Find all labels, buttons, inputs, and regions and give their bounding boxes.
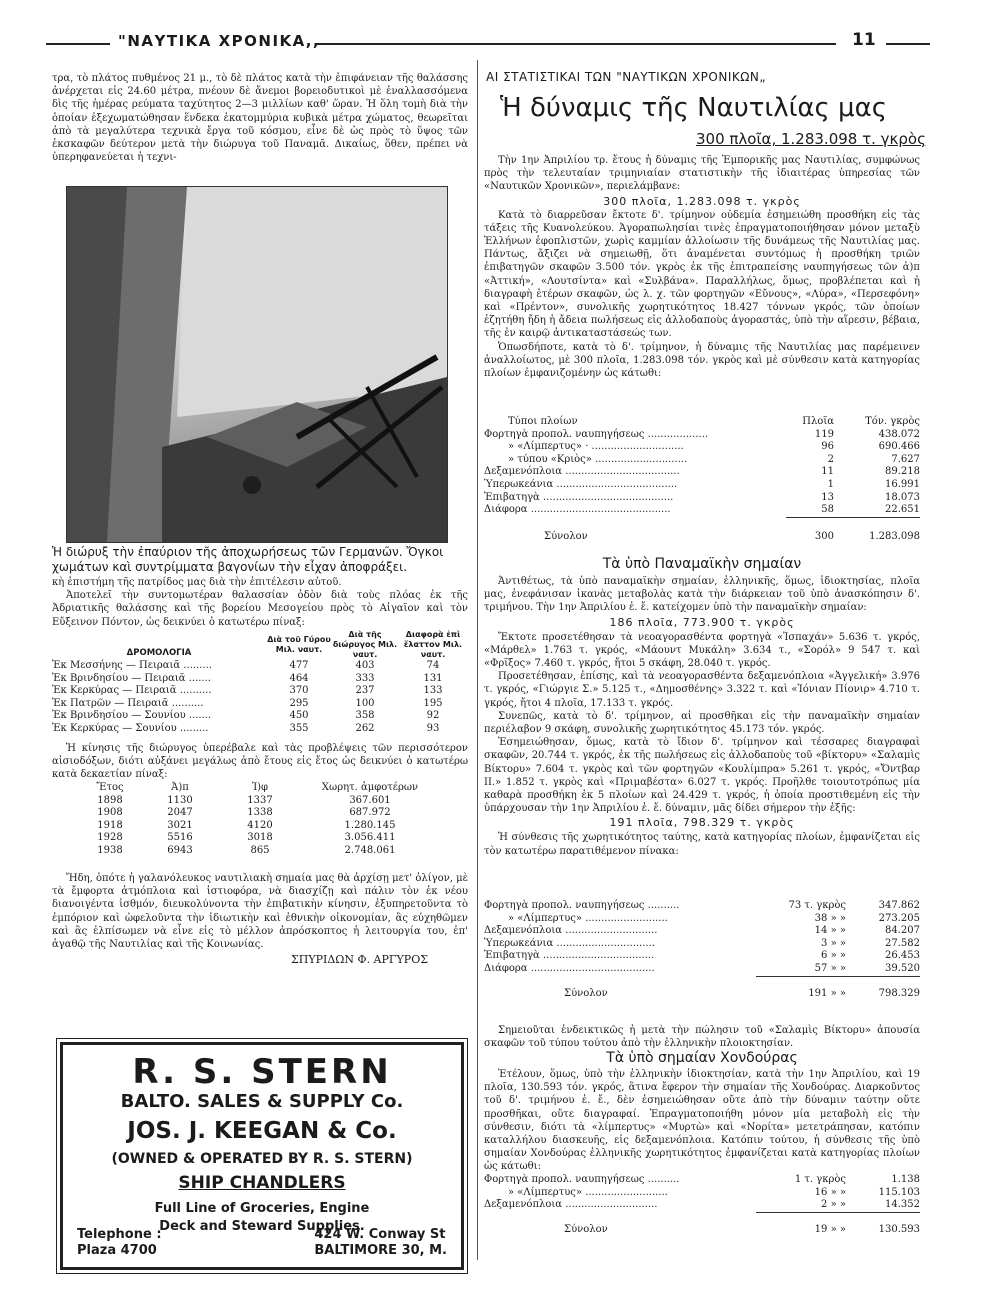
right-p2: Κατὰ τὸ διαρρεῦσαν ἔκτοτε δ'. τρίμηνον οὐδεμία ἐσημειώθη προσθήκη εἰς τὰς τάξεις τῆς Κυανολεύκου. Ἀγοραπωλησίαι τινὲς ἐπραγματοποιήθησαν μόνον μεταξὺ Ἑλλήνων ἐφοπλιστῶν, χωρὶς καμμίαν ἀλλοίωσιν τῆς δυνάμεως τῆς Ναυτιλίας μας. Πάντως, ἄξιζει νὰ σημειωθῇ, ὅτι ἀναμένεται συντόμως ἡ προσθήκη τριῶν ἐπιβατηγῶν σκαφῶν 3.500 τόν. γκρὸς ἐκ τῆς ἐπιτραπείσης ναυπηγήσεως τῶν ἀ)π «Ἀττική», «Λουτσίντα» καὶ «Συλβάνα». Παραλλήλως, ὅμως, προβλέπεται καὶ ἡ διαγραφὴ ἑτέρων σκαφῶν, ὡς λ. χ. τῶν φορτηγῶν «Εὔνους», «Λύρα», «Περσεφόνη» καὶ «Πρέντον», συνολικῆς χωρητικότητος 18.427 τόννων γκρός, τῶν ὁποίων ἐζητήθη ἤδη ἡ ἄδεια πωλήσεως εἰς ἀλλοδαποὺς ἀγοραστάς, ὑπὸ τὴν αἵρεσιν, βέβαια, τῆς ἐν καιρῷ ἀντικαταστάσεώς των. (484, 209, 920, 340)
right-p8: Ἐσημειώθησαν, ὅμως, κατὰ τὸ ἴδιον δ'. τρίμηνον καὶ τέσσαρες διαγραφαὶ σκαφῶν, 20.744 τ. γκρός, ἐκ τῆς πωλήσεως εἰς ἀλλοδαποὺς τοῦ «βίκτορυ» «Σαλαμὶς Βίκτορυ» 7.604 τ. γκρὸς καὶ τῶν φορτηγῶν «Κουλίμπρα» 5.261 τ. γκρός, «Ὄντβαρ ΙΙ.» 1.852 τ. γκρὸς καὶ «Πριμαβέστα» 6.027 τ. γκρός. Προῆλθε τοιουτοτρόπως μία καθαρὰ προσθήκη ἐκ 5 πλοίων καὶ 24.429 τ. γκρός, ἡ ὁποία προστιθεμένη εἰς τὴν ὑπάρχουσαν τὴν 1ην Ἀπριλίου ἐ. ἔ. δύναμιν, μᾶς δίδει σήμερον τὴν ἑξῆς: (484, 737, 920, 815)
summary-line-1: 300 πλοῖα, 1.283.098 τ. γκρὸς (603, 194, 801, 208)
left-p2: Ἀποτελεῖ τὴν συντομωτέραν θαλασσίαν ὁδὸν διὰ τοὺς πλόας ἐκ τῆς Ἀδριατικῆς θαλάσσης καὶ τῆς βορείου Μεσογείου πρὸς τὸ Αἰγαῖον καὶ τὸν Εὔξεινον Πόντον, ὡς δεικνύει ὁ κατωτέρω πίναξ: (52, 590, 468, 628)
routes-table-wrap (52, 630, 468, 736)
right-body-3 (484, 1024, 920, 1050)
panama-table-wrap (484, 900, 920, 1001)
ad-address (314, 1227, 447, 1259)
right-body-4 (484, 1068, 920, 1174)
right-p3: Ὁπωσδήποτε, κατὰ τὸ δ'. τρίμηνον, ἡ δύναμις τῆς Ναυτιλίας μας παρέμεινεν ἀναλλοίωτος, μὲ 300 πλοῖα, 1.283.098 τόν. γκρὸς καὶ μὲ σύνθεσιν κατὰ κατηγορίας πλοίων ἐμφανιζομένην ὡς κάτωθι: (484, 341, 920, 380)
right-p4: Ἀντιθέτως, τὰ ὑπὸ παναμαϊκὴν σημαίαν, ἑλληνικῆς, ὅμως, ἰδιοκτησίας, πλοῖα μας, ἐνεφάνισαν ἱκανὰς μεταβολὰς κατὰ τὴν διάρκειαν τοῦ ὑπὸ ἀνασκόπησιν δ'. τριμήνου. Τὴν 1ην Ἀπριλίου ἐ. ἔ. κατείχομεν ὑπὸ τὴν παναμαϊκὴν σημαίαν: (484, 576, 920, 614)
table-row: Ἐπιβατηγὰ ................................... 6 » » 26.453 (484, 950, 920, 962)
table-row: 1898 1130 1337 367.601 (97, 794, 391, 806)
table-row: 1938 6943 865 2.748.061 (97, 844, 396, 856)
fleet-header-ships: Πλοῖα (802, 416, 834, 427)
table-row: Δεξαμενόπλοια ............................. 14 » » 84.207 (484, 925, 920, 937)
table-row: Ἐκ Βρινδησίου — Σουνίου ....... 450 358 92 (52, 710, 440, 722)
table-row: Ἐκ Βρινδησίου — Πειραιᾶ ....... 464 333 131 (52, 672, 443, 684)
fleet-header-row (484, 416, 920, 429)
right-body-2 (484, 575, 920, 858)
right-p7: Συνεπῶς, κατὰ τὸ δ'. τρίμηνον, αἱ προσθῆκαι εἰς τὴν παναμαϊκὴν σημαίαν περιέλαβον 9 σκάφη, συνολικῆς χωρητικότητος 45.173 τόν. γκρός. (484, 710, 920, 736)
section-label: ΑΙ ΣΤΑΤΙΣΤΙΚΑΙ ΤΩΝ "ΝΑΥΤΙΚΩΝ ΧΡΟΝΙΚΩΝ„ (486, 70, 767, 84)
table-row: Ἐκ Κερκύρας — Πειραιᾶ .......... 370 237 133 (52, 685, 443, 697)
left-body-1 (52, 576, 468, 629)
table-row: Ἐκ Πατρῶν — Πειραιᾶ .......... 295 100 195 (52, 697, 443, 709)
table-row: Φορτηγὰ προπολ. ναυπηγήσεως .......... 1 τ. γκρὸς 1.138 (484, 1174, 920, 1185)
photo-caption: Ἡ διώρυξ τὴν ἐπαύριον τῆς ἀποχωρήσεως τῶν Γερμανῶν. Ὄγκοι χωμάτων καὶ συντρίμματα βαγονίων τὴν εἶχαν ἀποφράξει. (52, 545, 444, 574)
right-p11: Ἐτέλουν, ὅμως, ὑπὸ τὴν ἑλληνικὴν ἰδιοκτησίαν, κατὰ τὴν 1ην Ἀπριλίου, καὶ 19 πλοῖα, 130.593 τόν. γκρός, ἅτινα ἔφερον τὴν σημαίαν τῆς Χονδούρας. Διαρκοῦντος τοῦ δ'. τριμήνου ἐ. ἔ., δὲν ἐσημειώθησαν οὔτε ἀπὸ τὴν δύναμιν ταύτην οὔτε προσθῆκαι, οὔτε διαγραφαί. Ἐπραγματοποιήθη μόνον μία μεταβολὴ εἰς τὴν σύνθεσιν, διότι τὰ «λίμπερτυς» «Μυρτὼ» καὶ «Νορίτα» μετετράπησαν, κατόπιν καταλλήλου διασκευῆς, εἰς δεξαμενόπλοια. Κατόπιν τούτου, ἡ σύνθεσις τῆς ὑπὸ σημαίαν Χονδούρας ἑλληνικῆς χωρητικότητος ἐμφανίζεται κατὰ κατηγορίας πλοίων ὡς κάτωθι: (484, 1069, 920, 1173)
header-rule-left (46, 43, 110, 45)
ad-offer-1: Full Line of Groceries, Engine (154, 1201, 370, 1216)
table-row: 1928 5516 3018 3.056.411 (97, 832, 396, 844)
table-row: » «Λίμπερτυς» · ............................. 96 690.466 (508, 441, 920, 453)
years-header-tonnage: Χωρητ. ἀμφοτέρων (321, 782, 419, 793)
honduras-table (484, 1174, 920, 1237)
honduras-total-row: Σύνολον 19 » » 130.593 (564, 1224, 920, 1236)
table-row: » τύπου «Κριὸς» ............................. 2 7.627 (508, 453, 920, 465)
left-p1: κὴ ἐπιστήμη τῆς πατρίδος μας διὰ τὴν ἐπιτέλεσιν αὐτοῦ. (52, 577, 342, 588)
honduras-table-wrap (484, 1174, 920, 1237)
ad-company-name: R. S. STERN (132, 1052, 392, 1092)
canal-photo-illustration (67, 187, 447, 542)
years-header-sail: Ἰ)φ (251, 782, 269, 793)
years-table-wrap (80, 782, 440, 858)
table-row: Ὑπερωκεάνια ...................................... 1 16.991 (484, 478, 920, 490)
right-p5: Ἔκτοτε προσετέθησαν τὰ νεοαγορασθέντα φορτηγὰ «Ἰσπαχάν» 5.636 τ. γκρός, «Μάρθελ» 1.763 τ. γκρός, «Μάουντ Μυκάλη» 3.634 τ., «Σορόλ» 9 547 τ. καὶ «Φρῖξος» 7.460 τ. γκρός, ἤτοι 5 σκάφη, 28.040 τ. γκρός. (484, 631, 920, 670)
page-number: 11 (852, 30, 876, 50)
summary-line-2: 186 πλοῖα, 773.900 τ. γκρὸς (609, 615, 795, 629)
header-rule-right (886, 43, 930, 45)
routes-table (52, 630, 468, 736)
advertisement (60, 1042, 464, 1270)
routes-header-diff: Διαφορὰ ἐπὶ ἔλαττον Μιλ. ναυτ. (403, 630, 463, 659)
table-row: Φορτηγὰ προπολ. ναυπηγήσεως .......... 73 τ. γκρὸς 347.862 (484, 900, 920, 911)
left-p3: Ἡ κίνησις τῆς διώρυγος ὑπερέβαλε καὶ τὰς προβλέψεις τῶν περισσότερον αἰσιοδόξων, διότι αὐξάνει μεγάλως ἀπὸ ἔτους εἰς ἔτος ὡς δεικνύει ὁ κατωτέρω κατὰ δεκαετίαν πίναξ: (52, 743, 468, 781)
right-body-1 (484, 154, 920, 380)
routes-header-canal: Διὰ τῆς διώρυγος Μιλ. ναυτ. (332, 630, 398, 659)
ad-subsidiary-2: JOS. J. KEEGAN & Co. (127, 1118, 397, 1144)
table-row: Ἐκ Μεσσήνης — Πειραιᾶ ......... 477 403 74 (52, 660, 440, 671)
author-signature: ΣΠΥΡΙΔΩΝ Φ. ΑΡΓΥΡΟΣ (290, 953, 428, 967)
right-p1: Τὴν 1ην Ἀπριλίου τρ. ἔτους ἡ δύναμις τῆς Ἐμπορικῆς μας Ναυτιλίας, συμφώνως πρὸς τὴν τελευταίαν τριμηνιαίαν στατιστικὴν τῆς ἰδιαιτέρας ὑπηρεσίας τῶν «Ναυτικῶν Χρονικῶν», περιελάμβανε: (484, 155, 920, 193)
ad-offer-2: Deck and Steward Supplies. (159, 1219, 365, 1234)
ad-phone-label: Telephone : (77, 1227, 162, 1242)
left-body-3 (52, 872, 468, 966)
table-row: » «Λίμπερτυς» .......................... 38 » » 273.205 (508, 912, 920, 924)
years-header-row (80, 782, 440, 795)
ad-address-city: BALTIMORE 30, M. (314, 1243, 447, 1258)
right-p9: Ἡ σύνθεσις τῆς χωρητικότητος ταύτης, κατὰ κατηγορίας πλοίων, ἐμφανίζεται εἰς τὸν κατωτέρω παρατιθέμενον πίνακα: (484, 832, 920, 857)
ad-phone-number: Plaza 4700 (77, 1243, 157, 1258)
years-header-year: Ἔτος (96, 782, 124, 793)
table-row: Διάφορα ....................................... 57 » » 39.520 (484, 962, 920, 975)
years-header-steam: Ἀ)π (171, 782, 189, 793)
table-row: Ἐκ Κερκύρας — Σουνίου ......... 355 262 93 (52, 722, 440, 734)
right-p6: Προσετέθησαν, ἐπίσης, καὶ τὰ νεοαγορασθέντα δεξαμενόπλοια «Ἀγγελική» 3.976 τ. γκρός, «Γιώργιε Σ.» 5.125 τ., «Δημοσθένης» 3.322 τ. καὶ «Ἰόνιαν Πίονιρ» 4.710 τ. γκρός, ἤτοι 4 πλοῖα, 17.133 τ. γκρός. (484, 671, 920, 709)
table-row: » «Λίμπερτυς» .......................... 16 » » 115.103 (508, 1186, 920, 1198)
panama-table (484, 900, 920, 1001)
article-headline: Ἡ δύναμις τῆς Ναυτιλίας μας (500, 93, 887, 123)
table-row: Διάφορα ............................................ 58 22.651 (484, 504, 920, 516)
fleet-table (484, 416, 920, 544)
canal-photo (66, 186, 448, 543)
left-intro (52, 72, 468, 164)
fleet-header-type: Τύποι πλοίων (508, 416, 578, 427)
left-body-2 (52, 742, 468, 782)
page-header (46, 30, 930, 60)
honduras-heading: Τὰ ὑπὸ σημαίαν Χονδούρας (606, 1050, 798, 1066)
fleet-header-tonnage: Τόν. γκρὸς (865, 416, 920, 427)
panama-heading: Τὰ ὑπὸ Παναμαϊκὴν σημαίαν (602, 556, 802, 572)
table-row: 1918 3021 4120 1.280.145 (97, 819, 396, 831)
table-row: Φορτηγὰ προπολ. ναυπηγήσεως ................... 119 438.072 (484, 428, 920, 440)
fleet-total-row: Σύνολον 300 1.283.098 (544, 531, 920, 543)
left-intro-text: τρα, τὸ πλάτος πυθμένος 21 μ., τὸ δὲ πλάτος κατὰ τὴν ἐπιφάνειαν τῆς θαλάσσης ἀνέρχεται εἰς 24.60 μέτρα, πνέουν δὲ ἄνεμοι βορειοδυτικοὶ μὲ ἐναλλασσόμενα δὶς τῆς ἡμέρας ρεύματα ταχύτητος 2—3 μιλλίων καθ' ὥραν. Ἡ ὅλη τομὴ διὰ τὴν ὁποίαν ἐξεχωματώθησαν ἕνδεκα ἑκατομμύρια κυβικὰ μέτρα χώματος, θεωρεῖται ἀπὸ τὰ μεγαλύτερα τεχνικὰ ἔργα τοῦ κόσμου, εἶνε δὲ ὡς πρὸς τὸ ὕψος τῶν ἐκσκαφῶν δεύτερον μετὰ τὴν διώρυγα τοῦ Παναμᾶ. Δικαίως, ὅθεν, πρέπει νὰ ὑπερηφανεύεται ἡ τεχνι- (52, 73, 468, 164)
ad-subsidiary-1: BALTO. SALES & SUPPLY Co. (120, 1091, 404, 1112)
masthead: "ΝΑΥΤΙΚΑ ΧΡΟΝΙΚΑ,, (118, 32, 321, 50)
right-p10: Σημειοῦται ἐνδεικτικῶς ἡ μετὰ τὴν πώλησιν τοῦ «Σαλαμὶς Βίκτορυ» ἀπουσία σκαφῶν τοῦ τύπου τούτου ἀπὸ τὴν ἑλληνικὴν πλοιοκτησίαν. (484, 1025, 920, 1050)
ad-address-street: 424 W. Conway St (314, 1227, 446, 1242)
left-p4: Ἤδη, ὁπότε ἡ γαλανόλευκος ναυτιλιακὴ σημαία μας θὰ ἀρχίσῃ μετ' ὀλίγον, μὲ τὰ ἔμφορτα ἀτμόπλοια καὶ ἱστιοφόρα, νὰ διασχίζῃ καὶ πάλιν τὸν ἐκ νέου διανοιγέντα ἰσθμόν, διευκολύνοντα τὴν ἐπιβατικὴν κίνησιν, ἐξυπηρετοῦντα τὸ ἐμπόριον καὶ ὠφελοῦντα τὴν ἰδιωτικὴν καὶ ἐθνικὴν οἰκονομίαν, ἂς εὐχηθῶμεν καὶ ἂς ἐλπίσωμεν νὰ εἶνε εἰς τὸ μέλλον ἀπρόσκοπτος ἡ λειτουργία του, ἐπ' ἀγαθῷ τῆς Ναυτιλίας καὶ τῆς Κοινωνίας. (52, 873, 468, 951)
routes-header-routes: ΔΡΟΜΟΛΟΓΙΑ (126, 648, 192, 659)
table-row: Δεξαμενόπλοια .................................... 11 89.218 (484, 466, 920, 478)
routes-header-row (52, 630, 468, 660)
table-row: 1908 2047 1338 687.972 (97, 807, 391, 819)
summary-line-3: 191 πλοῖα, 798.329 τ. γκρὸς (609, 816, 795, 830)
panama-total-row: Σύνολον 191 » » 798.329 (564, 988, 920, 1000)
column-divider (477, 60, 478, 1260)
years-table (80, 782, 440, 858)
table-row: Ὑπερωκεάνια ............................... 3 » » 27.582 (484, 937, 920, 949)
ad-telephone (77, 1227, 162, 1259)
ad-ownership: (OWNED & OPERATED BY R. S. STERN) (111, 1151, 413, 1167)
fleet-table-wrap (484, 416, 920, 544)
header-rule-middle (316, 43, 836, 45)
table-row: Ἐπιβατηγὰ ......................................... 13 18.073 (484, 491, 920, 503)
ad-business-type: SHIP CHANDLERS (178, 1173, 346, 1193)
routes-header-round: Διὰ τοῦ Γύρου Μιλ. ναυτ. (267, 635, 331, 654)
table-row: Δεξαμενόπλοια ............................. 2 » » 14.352 (484, 1199, 920, 1211)
article-subhead: 300 πλοῖα, 1.283.098 τ. γκρὸς (696, 130, 926, 148)
